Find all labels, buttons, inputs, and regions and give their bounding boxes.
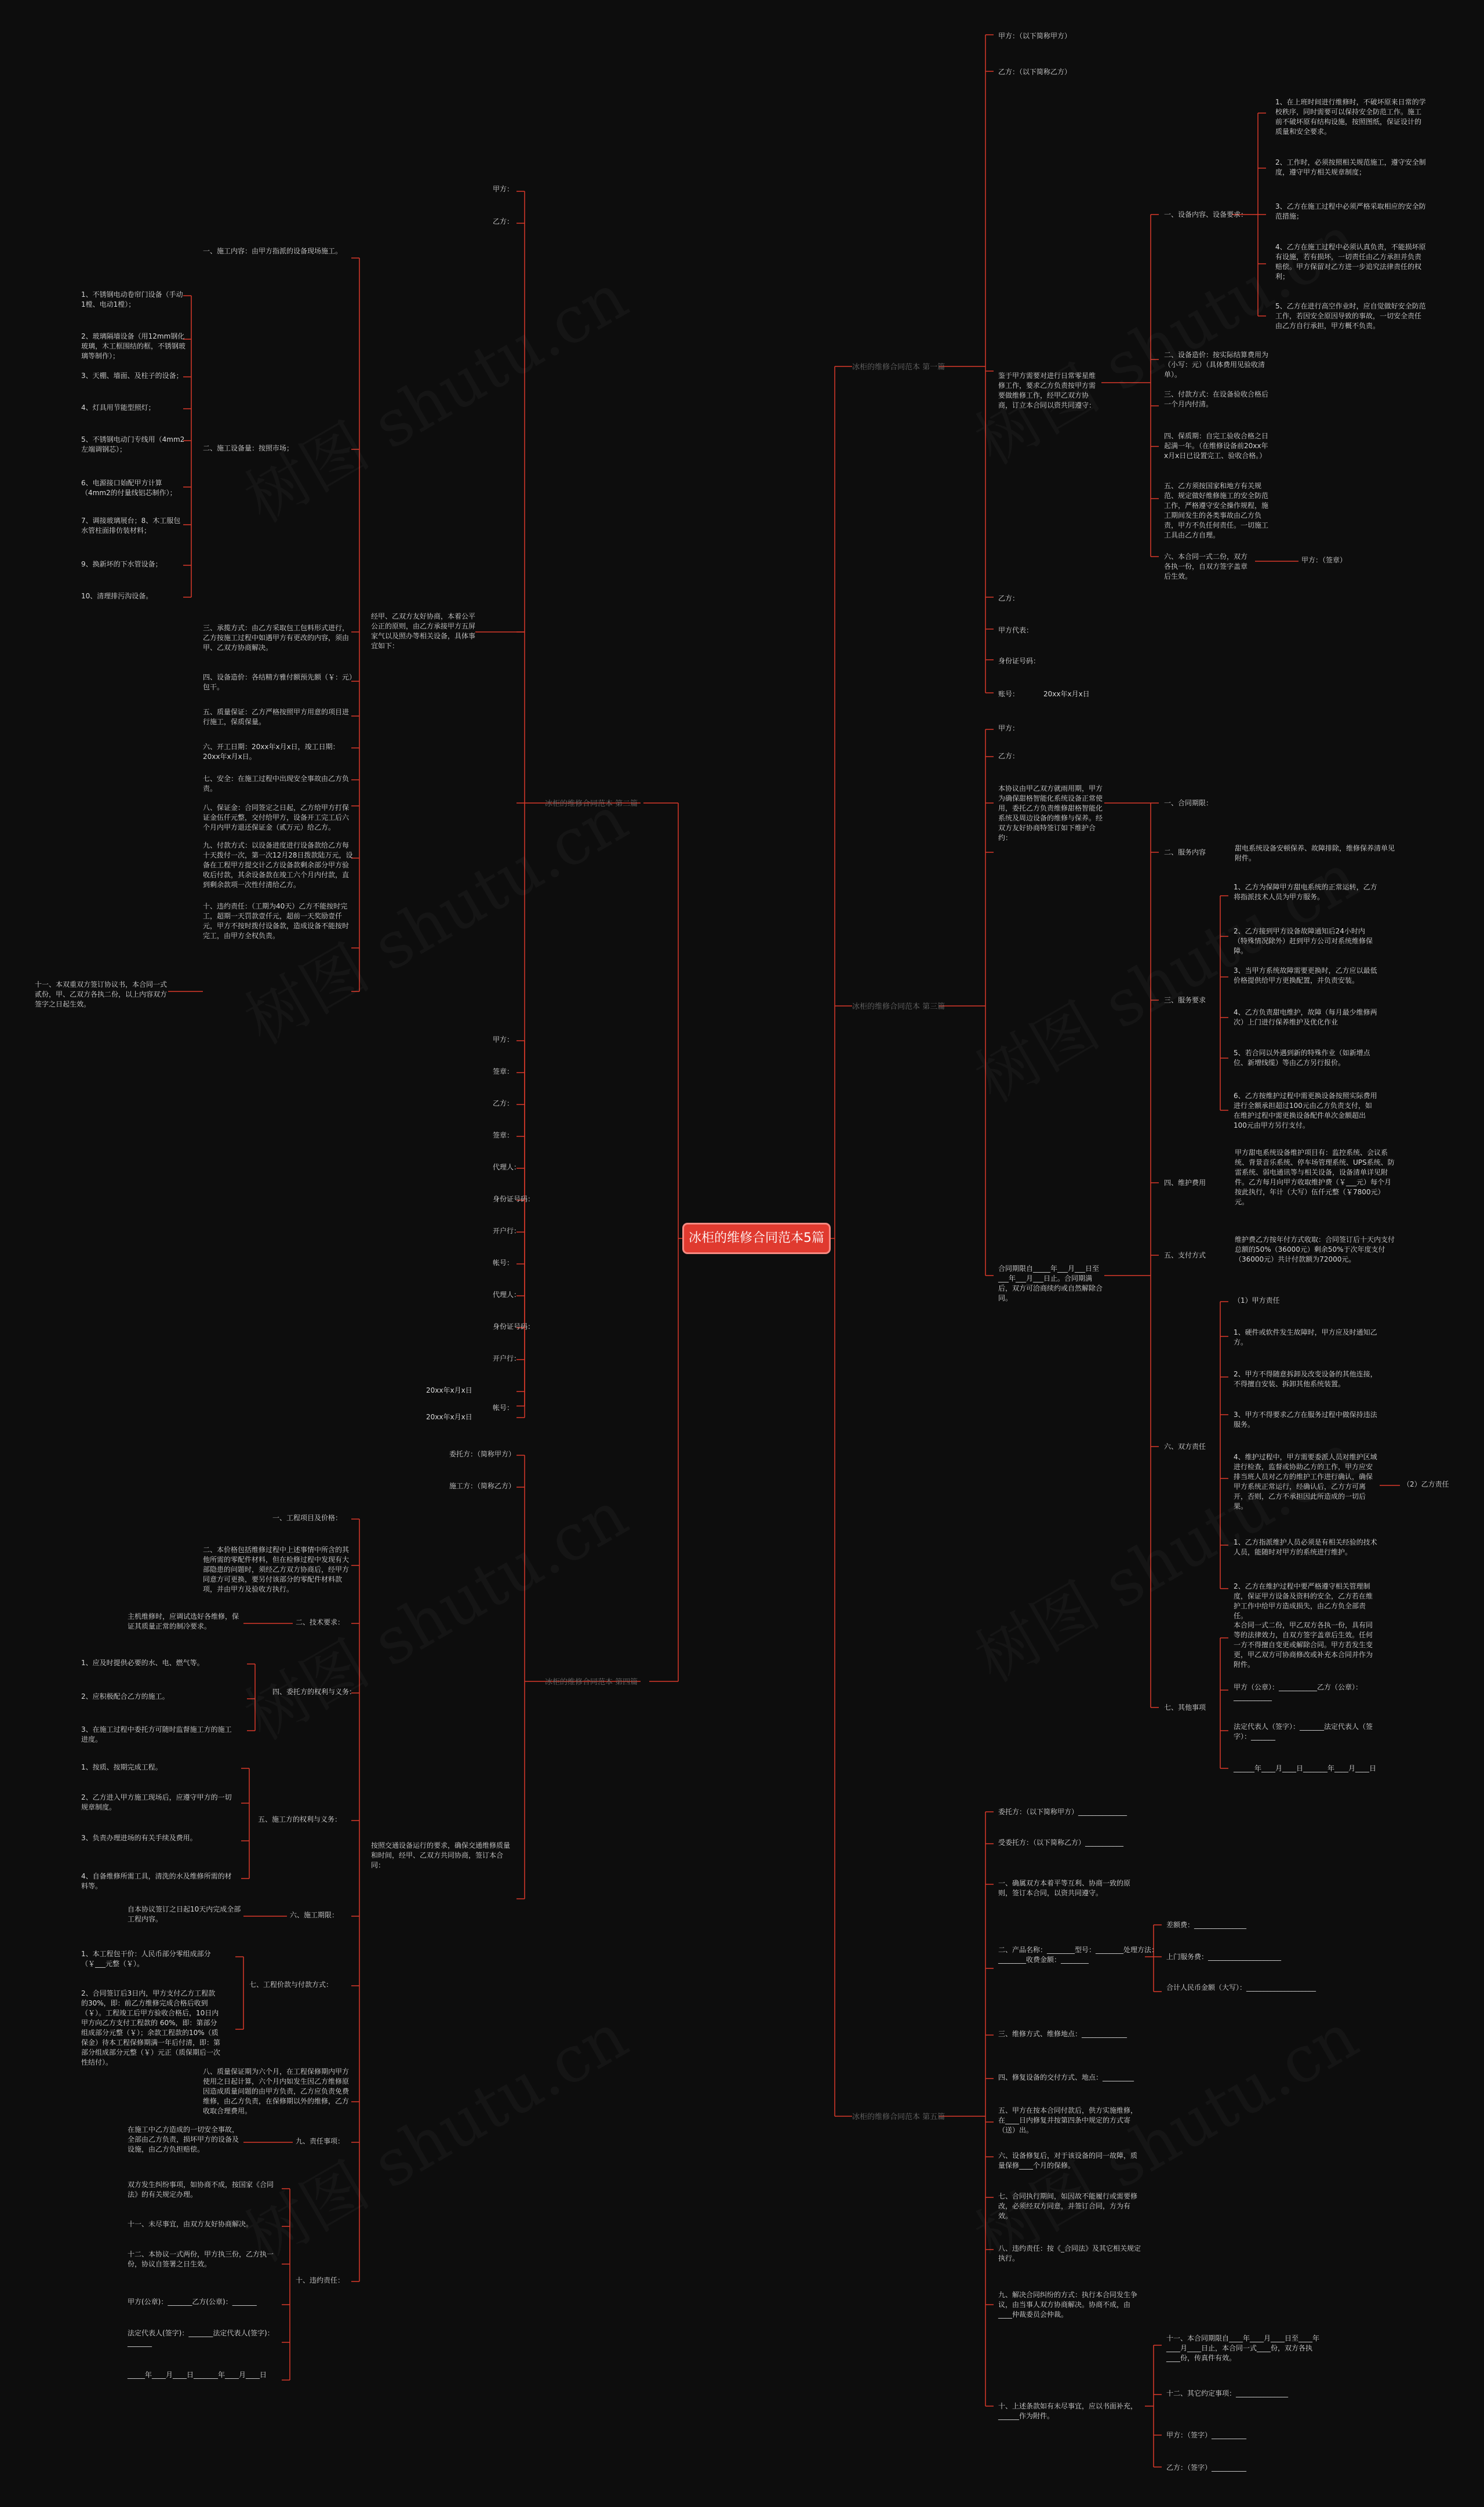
- b3-party-a: 甲方：: [998, 724, 1020, 732]
- b4-s5-item: 3、负责办理进场的有关手续及费用。: [81, 1834, 197, 1842]
- b4-s9: 九、责任事项：: [296, 2137, 345, 2145]
- b2-s6: 六、开工日期：20xx年x月x日，竣工日期：20xx年x月x日。: [203, 743, 340, 761]
- b4-s7-item: 2、合同签订后3日内，甲方支付乙方工程款的30%，即：前乙方维修完成合格后收到（￥）。工程竣工后甲方验收合格后，10日内甲方向乙方支付工程款的 60%，即：第部分组成部分元整（￥）；余款工程款的10%（质保金）待本工程保修期满一年后付清，即：第部分组成部分元整（￥）元正（质保期后一次性结付）。: [81, 1989, 221, 2066]
- b3-s7-item: 甲方（公章）：___________乙方（公章）：___________: [1234, 1683, 1363, 1701]
- b5-s2-sub: 差额费：_______________: [1166, 1921, 1247, 1929]
- b1-s6: 六、本合同一式二份，双方各执一份，自双方签字盖章后生效。: [1164, 553, 1248, 580]
- b5-s2-sub: 上门服务费：_____________________: [1166, 1953, 1282, 1961]
- b5-s6: 六、设备修复后，对于该设备的同一故障，质量保修____个月的保修。: [998, 2152, 1138, 2170]
- b2-s5: 五、质量保证：乙方严格按照甲方用意的项目进行施工，保质保量。: [203, 708, 350, 726]
- b4-s10-item: 法定代表人(签字)：_______法定代表人(签字)：_______: [128, 2329, 274, 2347]
- b4-s2: 二、本价格包括维修过程中上述事情中所含的其他所需的零配件材料，但在检修过程中发现有大部隐患的问题时，须经乙方双方协商后，经甲方同意方可更换，要另付该部分的零配件材料款项，并由甲方及验收方执行。: [203, 1546, 350, 1593]
- b4-s5: 五、施工方的权利与义务：: [258, 1815, 342, 1823]
- root-topic[interactable]: 冰柜的维修合同范本5篇: [684, 1225, 829, 1252]
- b2-s9: 九、付款方式：以设备进度进行设备款给乙方每十天拨付一次，第一次12月28日拨款陆万元，设备在工程甲方提交计乙方设备款剩余部分甲方验收后付款，其余设备款在竣工六个月内付款，直到剩余款项一次性付清给乙方。: [203, 841, 353, 889]
- b3-s6-item: （1）甲方责任: [1234, 1296, 1280, 1305]
- b3-s7-item: 法定代表人（签字）：_______法定代表人（签字）：_______: [1234, 1723, 1373, 1741]
- b1-s1: 一、设备内容、设备要求：: [1164, 210, 1248, 219]
- branch-label-5: 冰柜的维修合同范本 第五篇: [852, 2113, 945, 2121]
- b2-item: 3、天棚、墙面、及柱子的设备；: [81, 372, 183, 380]
- b2-s2: 二、施工设备量：按照市场；: [203, 444, 294, 452]
- b3-s6-side: （2）乙方责任: [1403, 1480, 1449, 1488]
- b3-s1: 一、合同期限：: [1164, 799, 1213, 807]
- b2-sig-label: 乙方：: [493, 1099, 514, 1107]
- branch-label-1: 冰柜的维修合同范本 第一篇: [852, 363, 945, 372]
- b4-s5-item: 1、按质、按期完成工程。: [81, 1763, 162, 1771]
- b1-party-b: 乙方：: [998, 594, 1020, 602]
- b4-s5-item: 2、乙方进入甲方施工现场后，应遵守甲方的一切规章制度。: [81, 1793, 232, 1811]
- b2-party-b: 乙方：: [493, 217, 514, 226]
- b2-item: 7、调接玻璃展台；8、木工服包水管柱面排仿装材料；: [81, 517, 181, 535]
- b2-s11: 十一、本双重双方签订协议书，本合同一式贰份，甲、乙双方各执二份，以上内容双方签字之日起生效。: [35, 980, 168, 1008]
- b1-item: 2、工作时，必须按照相关规范施工，遵守安全制度，遵守甲方相关规章制度；: [1275, 158, 1426, 176]
- b4-s10-item: _____年____月____日_______年____月____日: [128, 2371, 267, 2379]
- b5-s2-sub: 合计人民币金额（大写）：____________________: [1166, 1983, 1316, 1992]
- b5-s3: 三、维修方式、维修地点：_____________: [998, 2030, 1127, 2038]
- party-b-label: 乙方：（以下简称乙方）: [998, 68, 1072, 76]
- b1-s3: 三、付款方式：在设备验收合格后一个月内付清。: [1164, 390, 1269, 408]
- b4-s4: 四、委托方的权利与义务：: [272, 1688, 357, 1696]
- b3-s6-item: 2、甲方不得随意拆卸及改变设备的其他连接，不得擅自安装、拆卸其他系统装置。: [1234, 1370, 1377, 1388]
- b2-item: 6、电源接口始配甲方计算（4mm2的付量线铝芯制作）；: [81, 479, 177, 497]
- b4-s8: 八、质量保证期为六个月，在工程保修期内甲方使用之日起计算，六个月内如发生因乙方维修原因造成质量问题的由甲方负责，乙方应负责免费维修，由乙方负责，在保修期以外的维修，乙方收取合理费用。: [203, 2068, 350, 2115]
- b4-s2-detail: 主机维修时，应调试选好各维修，保证其质量正常的制冷要求。: [128, 1612, 239, 1630]
- b2-sig-label: 帐号：: [493, 1259, 514, 1267]
- b2-sig-label: 帐号：: [493, 1404, 514, 1412]
- b4-s9-text: 在施工中乙方造成的一切安全事故，全部由乙方负责，损坏甲方的设备及设施，由乙方负担赔偿。: [128, 2126, 239, 2153]
- b2-item: 5、不锈钢电动门专线用（4mm2左端调钢芯）；: [81, 435, 185, 453]
- b2-item: 4、灯具用节能型照灯；: [81, 404, 155, 412]
- b1-date: 20xx年x月x日: [1043, 690, 1090, 698]
- b2-item: 1、不锈钢电动卷帘门设备（手动1樘、电动1樘）；: [81, 290, 183, 308]
- b2-sig-label: 签章：: [493, 1067, 514, 1076]
- b1-id: 身份证号码：: [998, 657, 1041, 665]
- b3-s3: 三、服务要求: [1164, 996, 1206, 1004]
- b1-intro: 鉴于甲方需要对进行日常零星维修工作，要求乙方负责按甲方需要做维修工作，经甲乙双方协商，订立本合同以资共同遵守：: [998, 372, 1096, 409]
- b5-s10-item: 十一、本合同期限自____年____月____日至____年____月____日止，本合同一式____份，双方各执____份，传真件有效。: [1166, 2334, 1320, 2362]
- b1-s4: 四、保质期：自完工验收合格之日起满一年。（在维修设备前20xx年x月x日已设置完工、验收合格。）: [1164, 432, 1269, 460]
- b3-s3-item: 5、若合同以外遇到新的特殊作业（如新增点位、新增线缆）等由乙方另行报价。: [1234, 1049, 1370, 1067]
- b2-item: 2、玻璃隔墙设备（用12mm钢化玻璃，木工框围结的框，不锈钢玻璃等制作）；: [81, 332, 186, 360]
- b3-party-b: 乙方：: [998, 752, 1020, 760]
- b5-s9: 九、解决合同纠纷的方式：执行本合同发生争议，由当事人双方协商解决。协商不成，由____仲裁委员会仲裁。: [998, 2291, 1138, 2319]
- b4-s7: 七、工程价款与付款方式：: [249, 1981, 333, 1989]
- b2-s4: 四、设备造价：各结精方雅付额预先额（￥：元）包干。: [203, 673, 353, 691]
- b4-s4-item: 2、应积极配合乙方的施工。: [81, 1692, 169, 1701]
- b2-s1: 一、施工内容：由甲方指派的设备现场施工。: [203, 247, 343, 255]
- b1-s5: 五、乙方须按国家和地方有关规范、规定做好维修施工的安全防范工作，严格遵守安全操作规程，施工期间发生的各类事故由乙方负责，甲方不负任何责任。一切施工工具由乙方自理。: [1164, 482, 1269, 539]
- b4-s2-end: 二、技术要求：: [296, 1618, 345, 1626]
- b3-s6: 六、双方责任: [1164, 1443, 1206, 1451]
- b3-s6-item: 1、乙方指派维护人员必须是有相关经验的技术人员，能随时对甲方的系统进行维护。: [1234, 1538, 1377, 1556]
- b1-item: 5、乙方在进行高空作业时，应自觉做好安全防范工作，若因安全原因导致的事故，一切安全责任由乙方自行承担，甲方概不负责。: [1275, 302, 1426, 330]
- b2-sig-label: 开户行：: [493, 1227, 521, 1235]
- b2-sig-label: 甲方：: [493, 1036, 514, 1044]
- b4-s4-item: 1、应及时提供必要的水、电、燃气等。: [81, 1659, 204, 1667]
- b3-s2: 二、服务内容: [1164, 848, 1206, 856]
- b3-s4: 四、维护费用: [1164, 1179, 1206, 1187]
- b2-date2: 20xx年x月x日: [426, 1413, 472, 1421]
- b1-sign: 甲方：（签章）: [1301, 556, 1347, 564]
- b4-s10-item: 十一、未尽事宜，由双方友好协商解决。: [128, 2220, 253, 2228]
- b5-s5: 五、甲方在按本合同付款后，供方实施维修，在____日内修复并按第四条中规定的方式寄（送）出。: [998, 2106, 1138, 2134]
- b3-s6-item: 4、维护过程中，甲方需要委派人员对维护区域进行检查，监督或协助乙方的工作，甲方应安排当班人员对乙方的维护工作进行确认，确保甲方系统正常运行，经确认后，乙方方可离开，否则，乙方不承担因此所造成的一切后果。: [1234, 1453, 1377, 1510]
- b2-sig-label: 身份证号码：: [493, 1195, 535, 1203]
- b5-s1: 一、确属双方本着平等互利、协商一致的原则，签订本合同，以资共同遵守。: [998, 1879, 1131, 1897]
- b4-s10: 十、违约责任：: [296, 2276, 345, 2284]
- b4-s7-item: 1、本工程包干价：人民币部分零组成部分（￥___元整（￥）。: [81, 1950, 211, 1968]
- b4-contractor: 施工方：（简称乙方）: [449, 1482, 516, 1490]
- b5-trustee: 受委托方：（以下简称乙方）___________: [998, 1839, 1124, 1847]
- b3-s3-item: 2、乙方接到甲方设备故障通知后24小时内（特殊情况除外）赶到甲方公司对系统维修保障。: [1234, 927, 1373, 955]
- b2-sig-label: 身份证号码：: [493, 1322, 535, 1331]
- b5-client: 委托方：（以下简称甲方）______________: [998, 1808, 1127, 1816]
- b4-intro: 按照交通设备运行的要求，确保交通维修质量和时间，经甲、乙双方共同协商，签订本合同：: [371, 1841, 511, 1869]
- b1-s2: 二、设备造价：按实际结算费用为（小写：元）（具体费用见验收清单）。: [1164, 351, 1269, 379]
- b2-sig-label: 签章：: [493, 1131, 514, 1139]
- b2-party-a: 甲方：: [493, 185, 514, 193]
- b2-date1: 20xx年x月x日: [426, 1386, 472, 1394]
- b1-item: 1、在上班时间进行维修时，不破坏原来日常的学校秩序，同时需要可以保持安全防范工作。施工前不破坏原有结构设施，按照图纸，保证设计的质量和安全要求。: [1275, 98, 1426, 136]
- b1-item: 4、乙方在施工过程中必须认真负责，不能损坏原有设施，若有损坏，一切责任由乙方承担并负责赔偿。甲方保留对乙方进一步追究法律责任的权利；: [1275, 243, 1426, 281]
- b3-s3-item: 6、乙方按维护过程中需更换设备按照实际费用进行全额承担超过100元由乙方负责支付，如在维护过程中需更换设备配件单次金额超出100元由甲方另行支付。: [1234, 1092, 1377, 1129]
- b3-s7: 七、其他事项: [1164, 1703, 1206, 1712]
- b5-s8: 八、违约责任：按《_合同法》及其它相关规定执行。: [998, 2244, 1141, 2262]
- b3-s3-item: 3、当甲方系统故障需要更换时，乙方应以最低价格提供给甲方更换配置，并负责安装。: [1234, 967, 1377, 984]
- b1-item: 3、乙方在施工过程中必须严格采取相应的安全防范措施；: [1275, 202, 1426, 220]
- b4-s5-item: 4、自备维修所需工具，清洗的水及维修所需的材料等。: [81, 1872, 232, 1890]
- b1-account: 账号：: [998, 690, 1020, 698]
- b4-s10-item: 甲方(公章)：_______乙方(公章)：_______: [128, 2298, 257, 2306]
- b3-s3-item: 4、乙方负责甜电维护，故障（每月最少维修两次）上门进行保养维护及优化作业: [1234, 1008, 1377, 1026]
- b5-s10-item: 十二、其它约定事项：_______________: [1166, 2389, 1289, 2397]
- b2-sig-label: 代理人：: [493, 1163, 521, 1171]
- b2-s3: 三、承揽方式：由乙方采取包工包料形式进行，乙方按施工过程中如遇甲方有更改的内容，须由甲、乙双方协商解决。: [203, 624, 350, 652]
- b4-s10-item: 十二、本协议一式两份，甲方执三份，乙方执一份，协议自签署之日生效。: [128, 2250, 274, 2268]
- b3-s7-item: 本合同一式二份，甲乙双方各执一份，具有同等的法律效力，自双方签字盖章后生效。任何一方不得擅自变更或解除合同。甲方若发生变更，甲乙双方可协商修改或补充本合同并作为附件。: [1234, 1621, 1373, 1669]
- b5-s10-item: 甲方：（签字）__________: [1166, 2431, 1247, 2439]
- b5-s10: 十、上述条款如有未尽事宜，应以书面补充，______作为附件。: [998, 2402, 1138, 2420]
- b4-client: 委托方：（简称甲方）: [449, 1450, 516, 1458]
- b2-sig-label: 开户行：: [493, 1354, 521, 1362]
- b5-s4: 四、修复设备的交付方式、地点：_________: [998, 2073, 1134, 2081]
- b2-s8: 八、保证金：合同签定之日起，乙方给甲方打保证金伍仟元整，交付给甲方，设备开工完工后六个月内甲方退还保证金（贰万元）给乙方。: [203, 804, 350, 831]
- branch-label-3: 冰柜的维修合同范本 第三篇: [852, 1002, 945, 1011]
- b3-s4-text: 甲方甜电系统设备维护项目有：监控系统、会议系统、背景音乐系统、停车场管理系统、UPS系统、防雷系统、弱电通讯等与相关设备，设备清单详见附件。乙方每月向甲方收取维护费（￥___元）每个月按此执行，年计（大写）伍仟元整（￥7800元）元。: [1235, 1149, 1395, 1206]
- b2-item: 9、换新坏的下水管设备；: [81, 560, 162, 568]
- b3-s6-item: 1、硬件或软件发生故障时，甲方应及时通知乙方。: [1234, 1328, 1377, 1346]
- branch-label-2: 冰柜的维修合同范本 第二篇: [545, 800, 638, 808]
- b4-s6-text: 自本协议签订之日起10天内完成全部工程内容。: [128, 1905, 241, 1923]
- b5-s7: 七、合同执行期间，如因故不能履行或需要修改，必须经双方同意，并签订合同，方为有效。: [998, 2192, 1138, 2220]
- b3-s5-text: 维护费乙方按年付方式收取：合同签订后十天内支付总额的50%（36000元）剩余50%于次年度支付（36000元）共计付款额为72000元。: [1235, 1236, 1395, 1263]
- b3-s6-item: 2、乙方在维护过程中要严格遵守相关管理制度，保证甲方设备及资料的安全，乙方若在维护工作中给甲方造成损失，由乙方负全部责任。: [1234, 1582, 1373, 1620]
- b2-item: 10、清理排污沟设备。: [81, 592, 153, 600]
- party-a-label: 甲方：（以下简称甲方）: [998, 32, 1072, 40]
- b3-s5: 五、支付方式: [1164, 1251, 1206, 1259]
- b4-s10-item: 双方发生纠纷事项，如协商不成，按国家《合同法》的有关规定办理。: [128, 2181, 274, 2199]
- b3-intro: 本协议由甲乙双方就雨用期，甲方为确保甜格智能化系统设备正常使用，委托乙方负责维修甜格智能化系统及周边设备的维修与保养。经双方友好协商特签订如下维护合约：: [998, 784, 1103, 842]
- b5-s10-item: 乙方：（签字）__________: [1166, 2464, 1247, 2472]
- b3-s6-item: 3、甲方不得要求乙方在服务过程中做保持违法服务。: [1234, 1411, 1377, 1429]
- b3-s7-item: ______年____月____日_______年____月____日: [1234, 1764, 1377, 1772]
- branch-label-4: 冰柜的维修合同范本 第四篇: [545, 1678, 638, 1687]
- b3-s2-text: 甜电系统设备安顿保养、故障排除，维修保养清单见附件。: [1235, 844, 1395, 862]
- b5-s2: 二、产品名称：________型号：________处理方法：________收费金额：________: [998, 1946, 1159, 1964]
- b3-term: 合同期限自_____年___月___日至___年___月___日止。合同期满后，双方可洽商续约或自然解除合同。: [998, 1265, 1103, 1302]
- b2-s7: 七、安全：在施工过程中出现安全事故由乙方负责。: [203, 775, 350, 793]
- b2-sig-label: 代理人：: [493, 1291, 521, 1299]
- b3-s3-item: 1、乙方为保障甲方甜电系统的正常运转，乙方将指派技术人员为甲方服务。: [1234, 883, 1377, 901]
- b2-intro: 经甲、乙双方友好协商，本着公平公正的原则，由乙方承接甲方五屏家气以及照办等相关设备，具体事宜如下：: [371, 612, 476, 650]
- b4-s1: 一、工程项目及价格：: [272, 1514, 343, 1522]
- b1-rep: 甲方代表：: [998, 626, 1034, 634]
- b4-s6: 六、施工期限：: [290, 1911, 339, 1919]
- b4-s4-item: 3、在施工过程中委托方可随时监督施工方的施工进度。: [81, 1725, 232, 1743]
- b2-s10: 十、违约责任：（工期为40天）乙方不能按时完工，超期一天罚款壹仟元，超前一天奖励壹仟元，甲方不按时拨付设备款，造成设备不能按时完工，由甲方全权负责。: [203, 902, 350, 940]
